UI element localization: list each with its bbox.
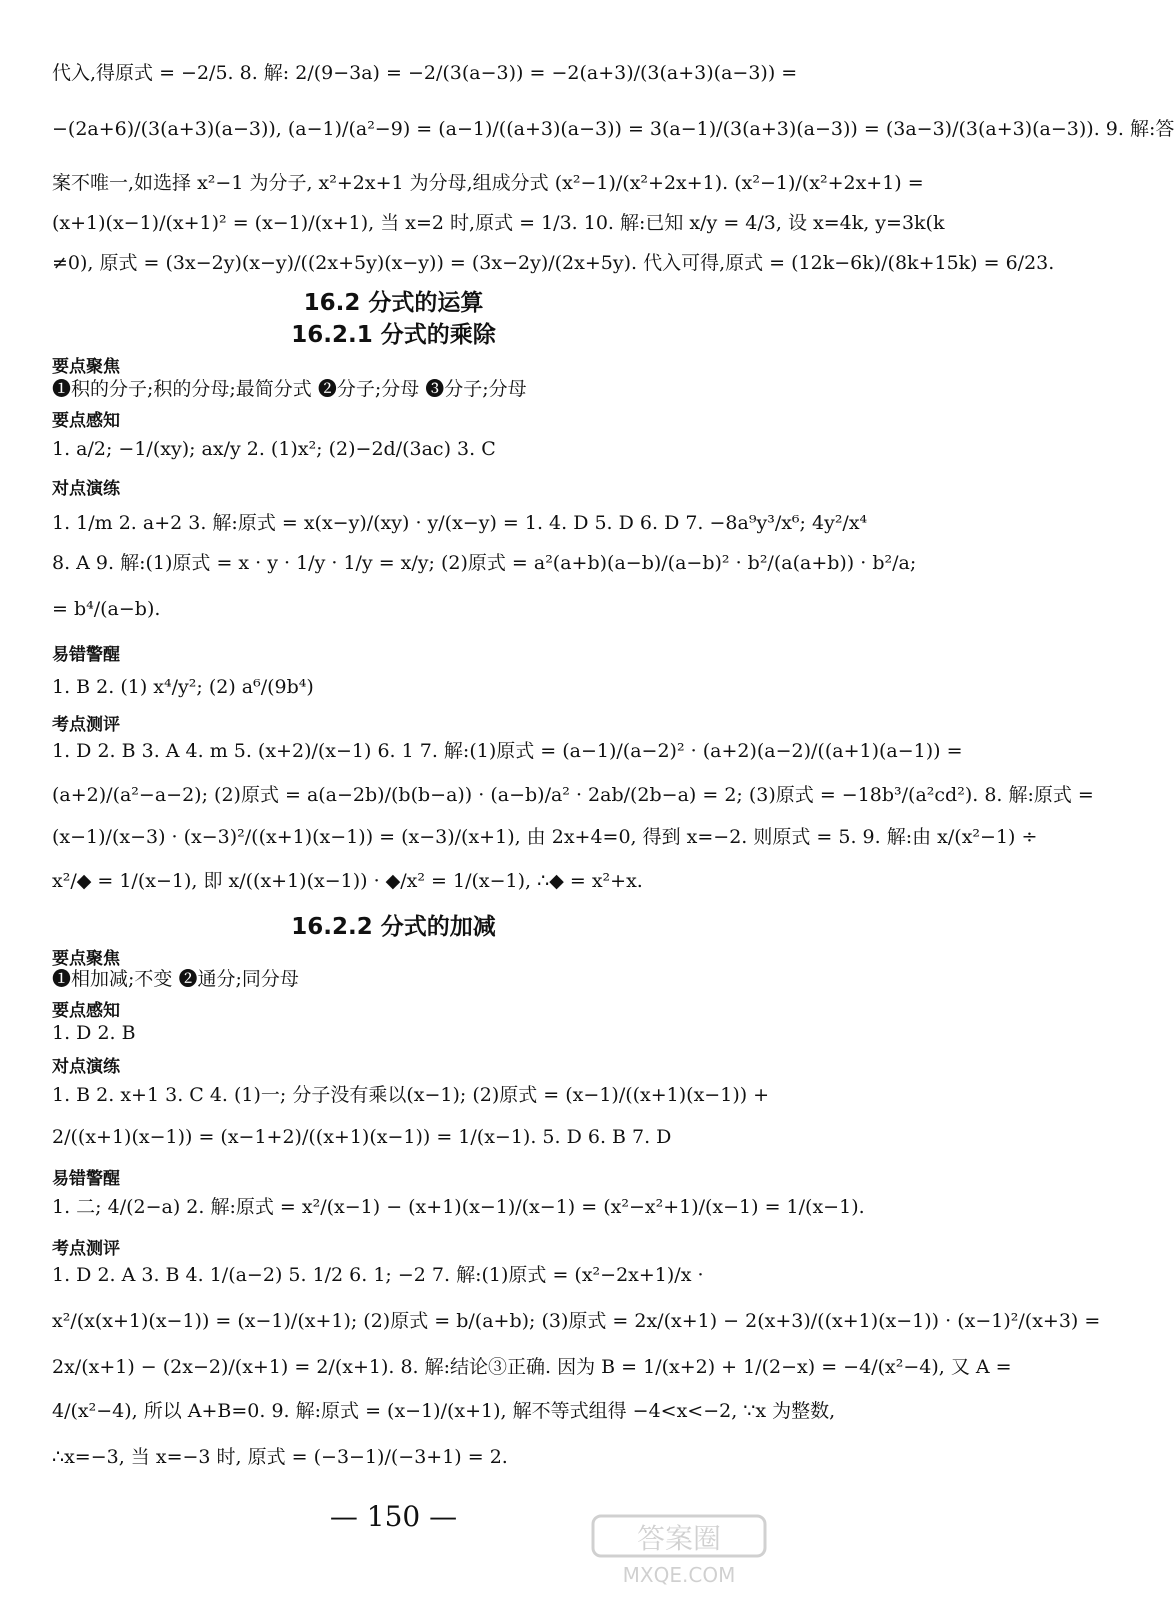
heading-practice: 对点演练 [52,1057,120,1077]
heading-perception: 要点感知 [52,411,120,431]
test-line: 1. D 2. B 3. A 4. m 5. (x+2)/(x−1) 6. 1 7. 解:(1)原式 = (a−1)/(a−2)² · (a+2)(a−2)/((a+1)(a−1)) = [52,740,963,762]
heading-test: 考点测评 [52,715,120,735]
warning-line: 1. 二; 4/(2−a) 2. 解:原式 = x²/(x−1) − (x+1)(x−1)/(x−1) = (x²−x²+1)/(x−1) = 1/(x−1). [52,1196,865,1218]
practice-line: 1. B 2. x+1 3. C 4. (1)一; 分子没有乘以(x−1); (2)原式 = (x−1)/((x+1)(x−1)) + [52,1084,770,1106]
intro-line: ≠0), 原式 = (3x−2y)(x−y)/((2x+5y)(x−y)) = (3x−2y)/(2x+5y). 代入可得,原式 = (12k−6k)/(8k+15k) = 6/23. [52,252,1055,274]
focus-line: ❶相加减;不变 ❷通分;同分母 [52,968,299,990]
test-line: 1. D 2. A 3. B 4. 1/(a−2) 5. 1/2 6. 1; −2 7. 解:(1)原式 = (x²−2x+1)/x · [52,1264,704,1286]
heading-warning: 易错警醒 [52,645,120,665]
test-line: x²/◆ = 1/(x−1), 即 x/((x+1)(x−1)) · ◆/x² = 1/(x−1), ∴◆ = x²+x. [52,870,643,892]
heading-warning: 易错警醒 [52,1169,120,1189]
practice-line: 1. 1/m 2. a+2 3. 解:原式 = x(x−y)/(xy) · y/(x−y) = 1. 4. D 5. D 6. D 7. −8a⁹y³/x⁶; 4y²/x⁴ [52,512,868,534]
heading-test: 考点测评 [52,1239,120,1259]
svg-text:答案圈: 答案圈 [636,1522,722,1555]
test-line: (a+2)/(a²−a−2); (2)原式 = a(a−2b)/(b(b−a)) · (a−b)/a² · 2ab/(2b−a) = 2; (3)原式 = −18b³/(a²cd²). 8. 解:原式 = [52,784,1094,806]
test-line: (x−1)/(x−3) · (x−3)²/((x+1)(x−1)) = (x−3)/(x+1), 由 2x+4=0, 得到 x=−2. 则原式 = 5. 9. 解:由 x/(x²−1) ÷ [52,826,1038,848]
test-line: ∴x=−3, 当 x=−3 时, 原式 = (−3−1)/(−3+1) = 2. [52,1446,508,1468]
intro-line: (x+1)(x−1)/(x+1)² = (x−1)/(x+1), 当 x=2 时,原式 = 1/3. 10. 解:已知 x/y = 4/3, 设 x=4k, y=3k(k [52,212,945,234]
test-line: 2x/(x+1) − (2x−2)/(x+1) = 2/(x+1). 8. 解:结论③正确. 因为 B = 1/(x+2) + 1/(2−x) = −4/(x²−4), 又 A = [52,1356,1012,1378]
heading-perception: 要点感知 [52,1001,120,1021]
intro-line: 案不唯一,如选择 x²−1 为分子, x²+2x+1 为分母,组成分式 (x²−1)/(x²+2x+1). (x²−1)/(x²+2x+1) = [52,172,924,194]
practice-line: 2/((x+1)(x−1)) = (x−1+2)/((x+1)(x−1)) = 1/(x−1). 5. D 6. B 7. D [52,1126,672,1148]
heading-practice: 对点演练 [52,479,120,499]
practice-line: 8. A 9. 解:(1)原式 = x · y · 1/y · 1/y = x/y; (2)原式 = a²(a+b)(a−b)/(a−b)² · b²/(a(a+b)) · b²/a; [52,552,917,574]
svg-text:MXQE.COM: MXQE.COM [622,1563,736,1587]
focus-line: ❶积的分子;积的分母;最简分式 ❷分子;分母 ❸分子;分母 [52,378,527,400]
test-line: x²/(x(x+1)(x−1)) = (x−1)/(x+1); (2)原式 = b/(a+b); (3)原式 = 2x/(x+1) − 2(x+3)/((x+1)(x−1)) · (x−1)²/(x+3) = [52,1310,1101,1332]
practice-line: = b⁴/(a−b). [52,598,161,620]
watermark-logo [589,1510,769,1590]
page-number: — 150 — [329,1500,458,1533]
warning-line: 1. B 2. (1) x⁴/y²; (2) a⁶/(9b⁴) [52,676,314,698]
test-line: 4/(x²−4), 所以 A+B=0. 9. 解:原式 = (x−1)/(x+1), 解不等式组得 −4<x<−2, ∵x 为整数, [52,1400,836,1422]
perception-line: 1. a/2; −1/(xy); ax/y 2. (1)x²; (2)−2d/(3ac) 3. C [52,438,496,460]
subsection-title: 16.2.1 分式的乘除 [291,322,496,348]
perception-line: 1. D 2. B [52,1022,136,1044]
heading-focus: 要点聚焦 [52,949,120,969]
subsection-title: 16.2.2 分式的加减 [291,914,496,940]
intro-line: −(2a+6)/(3(a+3)(a−3)), (a−1)/(a²−9) = (a−1)/((a+3)(a−3)) = 3(a−1)/(3(a+3)(a−3)) = (3a−3)/(3(a+3)(a−3)). 9. 解:答 [52,118,1174,140]
section-title: 16.2 分式的运算 [303,290,484,316]
heading-focus: 要点聚焦 [52,357,120,377]
intro-line: 代入,得原式 = −2/5. 8. 解: 2/(9−3a) = −2/(3(a−3)) = −2(a+3)/(3(a+3)(a−3)) = [52,62,798,84]
